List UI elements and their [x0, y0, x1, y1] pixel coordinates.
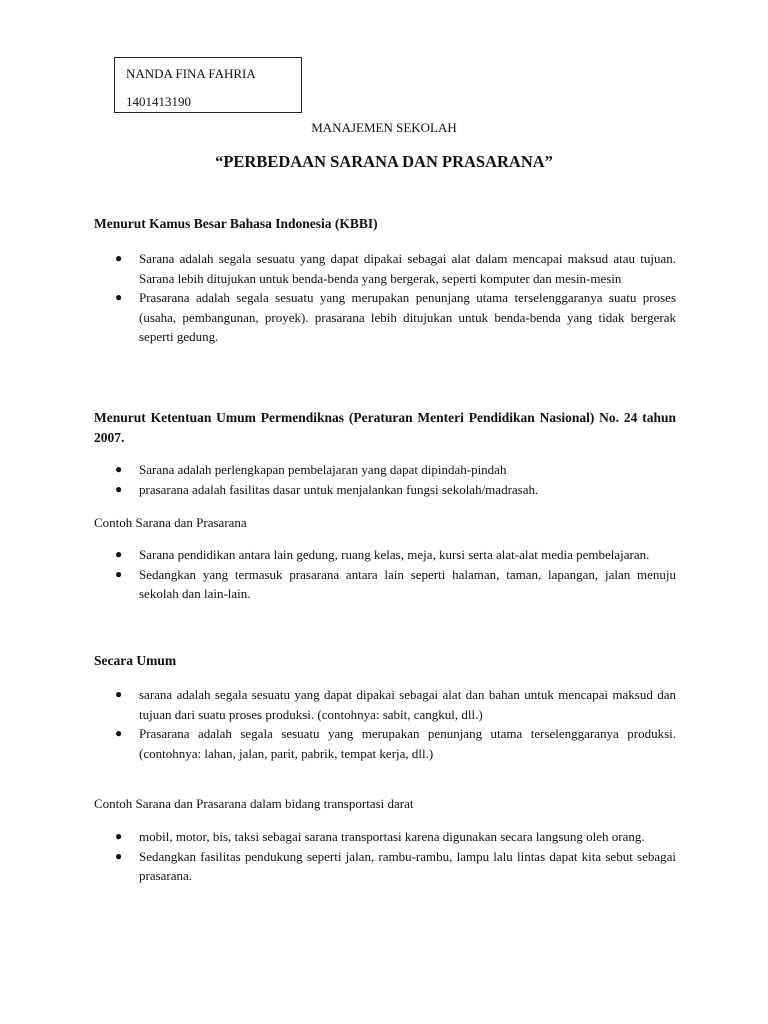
student-id: 1401413190 [126, 94, 191, 109]
section-heading-umum: Secara Umum [94, 653, 177, 668]
list-item: ● Sarana adalah perlengkapan pembelajaran yang dapat dipindah-pindah [94, 460, 676, 480]
bullet-icon: ● [115, 290, 123, 304]
section-label-contoh: Contoh Sarana dan Prasarana [94, 515, 247, 530]
bullet-list-contoh [94, 545, 676, 604]
list-item: ● Prasarana adalah segala sesuatu yang merupakan penunjang utama terselenggaranya suatu proses (usaha, pembangunan, proyek). prasarana lebih ditujukan untuk benda-benda yang tidak bergerak seperti gedung. [115, 290, 676, 344]
bullet-list-kbbi [94, 249, 676, 347]
bullet-icon: ● [115, 547, 123, 561]
list-item: ● Sedangkan yang termasuk prasarana antara lain seperti halaman, taman, lapangan, jalan menuju sekolah dan lain-lain. [115, 566, 676, 601]
bullet-icon: ● [115, 687, 123, 701]
bullet-icon: ● [115, 462, 123, 476]
student-name: NANDA FINA FAHRIA [126, 66, 256, 81]
bullet-list-umum [94, 685, 676, 763]
bullet-list-transportasi [94, 827, 676, 886]
list-item: ● prasarana adalah fasilitas dasar untuk menjalankan fungsi sekolah/madrasah. [94, 480, 676, 500]
bullet-icon: ● [115, 848, 123, 863]
section-heading-permendiknas: Menurut Ketentuan Umum Permendiknas (Peraturan Menteri Pendidikan Nasional) No. 24 tahun 2007. [94, 410, 676, 445]
bullet-list-permendiknas [94, 460, 676, 499]
list-item: ● mobil, motor, bis, taksi sebagai sarana transportasi karena digunakan secara langsung oleh orang. [94, 827, 676, 847]
list-item: ● Sedangkan fasilitas pendukung seperti jalan, rambu-rambu, lampu lalu lintas dapat kita sebut sebagai prasarana. [115, 848, 676, 883]
course-name: MANAJEMEN SEKOLAH [311, 120, 457, 135]
bullet-icon: ● [115, 829, 123, 843]
section-label-transportasi: Contoh Sarana dan Prasarana dalam bidang transportasi darat [94, 796, 414, 811]
student-info-box [114, 57, 302, 113]
bullet-icon: ● [115, 251, 123, 265]
list-item: ● Sarana adalah segala sesuatu yang dapat dipakai sebagai alat dalam mencapai maksud atau tujuan. Sarana lebih ditujukan untuk benda-benda yang bergerak, seperti komputer dan mesin-mesin [115, 251, 676, 286]
bullet-icon: ● [115, 726, 123, 740]
list-item: ● sarana adalah segala sesuatu yang dapat dipakai sebagai alat dan bahan untuk mencapai maksud dan tujuan dari suatu proses produksi. (contohnya: sabit, cangkul, dll.) [115, 687, 676, 722]
bullet-icon: ● [115, 566, 123, 581]
document-title: “PERBEDAAN SARANA DAN PRASARANA” [215, 152, 553, 171]
list-item: ● Sarana pendidikan antara lain gedung, ruang kelas, meja, kursi serta alat-alat media pembelajaran. [94, 545, 676, 565]
section-heading-kbbi: Menurut Kamus Besar Bahasa Indonesia (KBBI) [94, 216, 378, 231]
list-item: ● Prasarana adalah segala sesuatu yang merupakan penunjang utama terselenggaranya produksi. (contohnya: lahan, jalan, parit, pabrik, tempat kerja, dll.) [115, 726, 676, 761]
bullet-icon: ● [115, 481, 123, 496]
